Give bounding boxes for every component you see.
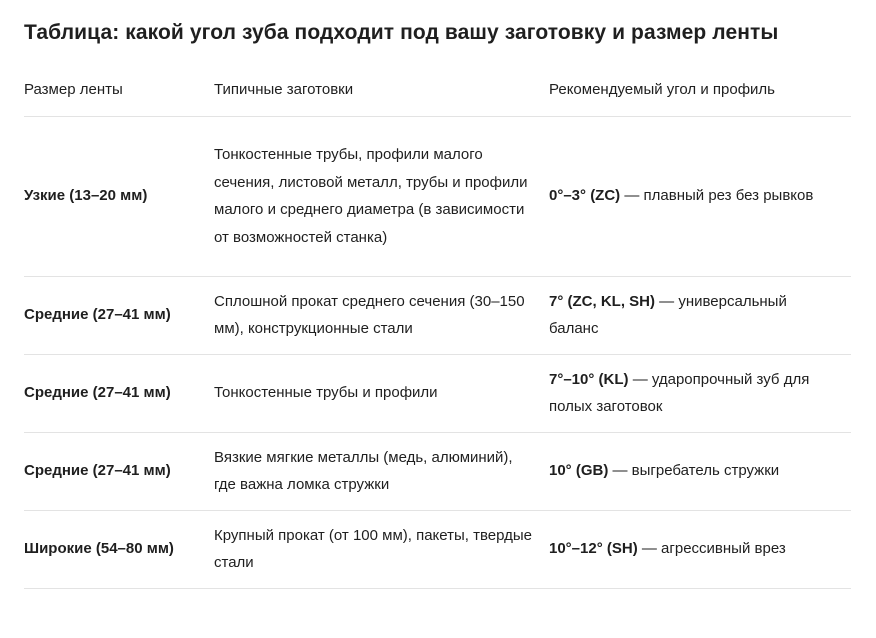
cell-size: Широкие (54–80 мм) [24,510,214,588]
saw-blade-table [24,76,851,589]
header-row [24,76,851,116]
angle-value: 7° (ZC, KL, SH) [549,292,655,310]
table-header [24,76,851,116]
angle-value: 7°–10° (KL) [549,370,629,388]
cell-angle [549,510,851,588]
angle-note: — плавный рез без рывков [620,187,814,205]
cell-size: Узкие (13–20 мм) [24,116,214,276]
cell-workpieces: Тонкостенные трубы и профили [214,354,549,432]
table-row [24,510,851,588]
cell-workpieces: Крупный прокат (от 100 мм), пакеты, твердые стали [214,510,549,588]
table-row [24,276,851,354]
cell-angle [549,276,851,354]
header-workpieces: Типичные заготовки [214,76,549,116]
cell-angle [549,116,851,276]
angle-note: — агрессивный врез [637,540,786,558]
cell-angle [549,354,851,432]
angle-value: 0°–3° (ZC) [549,187,621,205]
header-angle: Рекомендуемый угол и профиль [549,76,851,116]
cell-workpieces: Вязкие мягкие металлы (медь, алюминий), где важна ломка стружки [214,432,549,510]
cell-size: Средние (27–41 мм) [24,432,214,510]
angle-note: — универсальный баланс [549,292,787,337]
angle-note: — ударопрочный зуб для полых заготовок [549,370,810,415]
cell-size: Средние (27–41 мм) [24,276,214,354]
cell-angle [549,432,851,510]
table-row [24,354,851,432]
table-row [24,432,851,510]
cell-workpieces: Тонкостенные трубы, профили малого сечения, листовой металл, трубы и профили малого и среднего диаметра (в зависимости от возможностей станка) [214,116,549,276]
angle-value: 10°–12° (SH) [549,540,638,558]
page-title: Таблица: какой угол зуба подходит под вашу заготовку и размер ленты [24,21,779,44]
table-body [24,116,851,588]
cell-size: Средние (27–41 мм) [24,354,214,432]
angle-value: 10° (GB) [549,462,609,480]
angle-note: — выгребатель стружки [608,462,780,480]
header-size: Размер ленты [24,76,214,116]
cell-workpieces: Сплошной прокат среднего сечения (30–150 мм), конструкционные стали [214,276,549,354]
table-row [24,116,851,276]
